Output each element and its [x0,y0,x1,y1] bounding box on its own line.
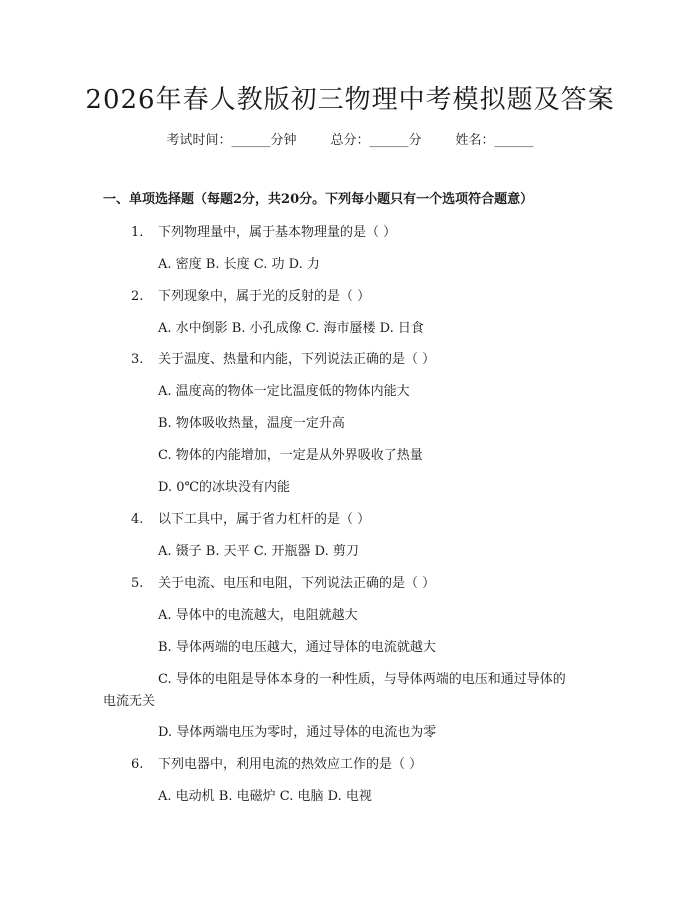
question-number: 4. [131,512,144,527]
question-text: 关于温度、热量和内能，下列说法正确的是（ ） [158,352,436,367]
answer-option-c: C. 物体的内能增加，一定是从外界吸收了热量 [158,448,423,463]
answer-option-c-continued: 电流无关 [103,694,156,709]
answer-option-d: D. 0℃的冰块没有内能 [158,480,291,495]
answer-options: A. 水中倒影 B. 小孔成像 C. 海市蜃楼 D. 日食 [158,321,424,336]
question-number: 5. [131,576,144,591]
question-number: 6. [131,757,144,772]
question-text: 下列物理量中，属于基本物理量的是（ ） [158,225,397,240]
answer-option-b: B. 导体两端的电压越大，通过导体的电流就越大 [158,640,436,655]
answer-option-b: B. 物体吸收热量，温度一定升高 [158,416,345,431]
exam-time-field: 考试时间：______分钟 [166,133,297,148]
exam-info-line [0,131,700,151]
question-text: 关于电流、电压和电阻，下列说法正确的是（ ） [158,576,436,591]
question-text: 以下工具中，属于省力杠杆的是（ ） [158,512,371,527]
question-number: 3. [131,352,144,367]
answer-option-c: C. 导体的电阻是导体本身的一种性质，与导体两端的电压和通过导体的 [158,672,566,687]
student-name-field: 姓名：______ [455,133,534,148]
answer-option-a: A. 温度高的物体一定比温度低的物体内能大 [158,384,410,399]
answer-option-a: A. 导体中的电流越大，电阻就越大 [158,608,358,623]
question-text: 下列现象中，属于光的反射的是（ ） [158,289,371,304]
answer-option-d: D. 导体两端电压为零时，通过导体的电流也为零 [158,725,437,740]
answer-options: A. 密度 B. 长度 C. 功 D. 力 [158,257,320,272]
answer-options: A. 电动机 B. 电磁炉 C. 电脑 D. 电视 [158,789,372,804]
section-heading: 一、单项选择题（每题2分，共20分。下列每小题只有一个选项符合题意） [103,192,534,207]
question-text: 下列电器中，利用电流的热效应工作的是（ ） [158,757,423,772]
question-number: 1. [131,225,144,240]
page-title: 2026年春人教版初三物理中考模拟题及答案 [85,85,615,115]
question-number: 2. [131,289,144,304]
answer-options: A. 镊子 B. 天平 C. 开瓶器 D. 剪刀 [158,544,359,559]
total-score-field: 总分：______分 [330,133,422,148]
